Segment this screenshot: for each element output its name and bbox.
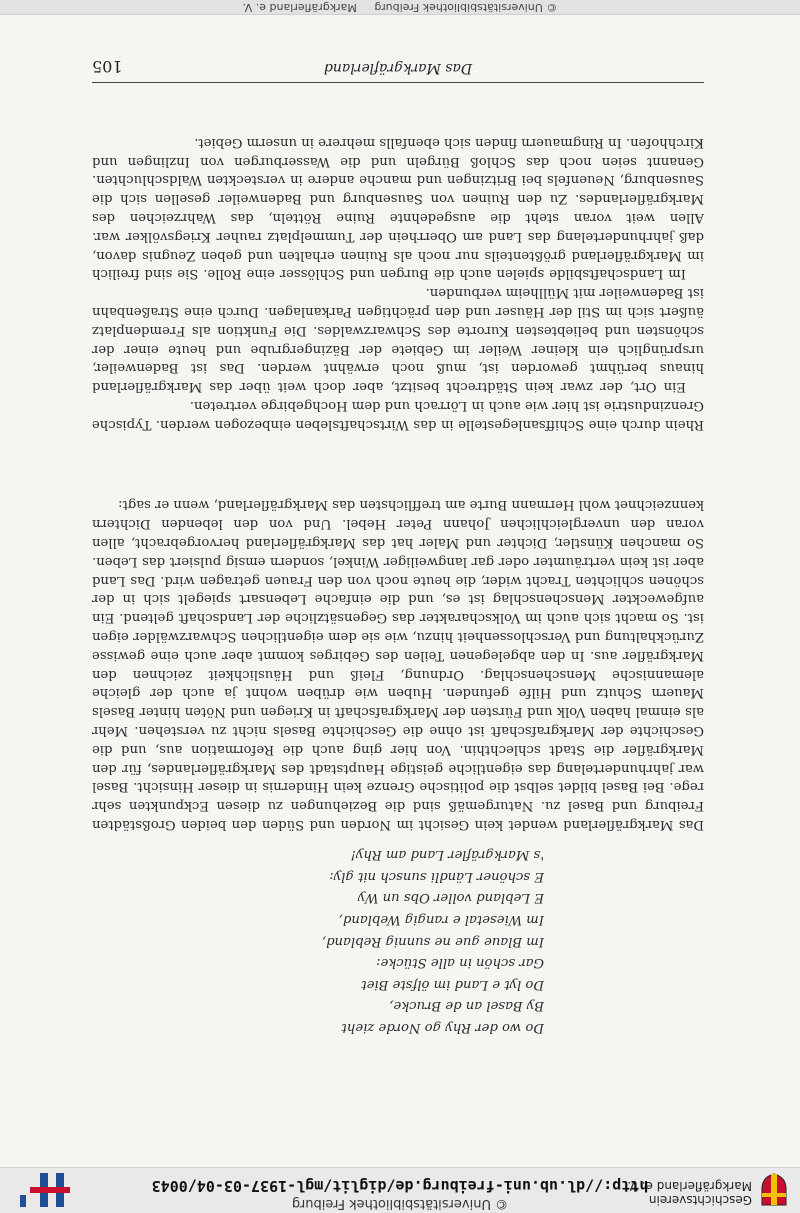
footer-copyright <box>0 1 800 14</box>
poem-line: Gar schön in alle Stücke: <box>376 955 544 971</box>
poem-line: By Basel an de Brucke, <box>389 998 544 1014</box>
poem-line: Do lyt e Land im ölfste Biet <box>361 976 544 992</box>
footer-society-text: Markgräflerland e. V. <box>242 1 357 14</box>
source-url-link[interactable]: http://dl.ub.uni-freiburg.de/diglit/mgl-1937-03-04/0043 <box>151 1177 649 1195</box>
viewer-footer-bar <box>0 0 800 15</box>
society-line-2: Markgräflerland e. V. <box>627 1179 752 1193</box>
copyright-notice: © Universitätsbibliothek Freiburg <box>291 1196 509 1211</box>
poem-line: Im Wiesetal e rangig Webland, <box>338 912 544 928</box>
paragraph-4: Das Markgräflerland wendet kein Gesicht im Norden und Süden den beiden Großstädten Freiburg und Basel zu. Naturgemäß sind die Beziehungen zu diesen Eckpunkten sehr rege. Bei Basel bildet selbst die politische Grenze kein Hindernis in dieser Hinsicht. Basel war jahrhundertelang das eigentliche geistige Hauptstadt des Markgräflerlandes, für den Markgräfler die Stadt schlechthin. Von hier ging auch die Reformation aus, und die Geschichte der Markgrafschaft ist ohne die Geschichte Basels nicht zu verstehen. Mehr als einmal haben Volk und Fürsten der Markgrafschaft in Kriegen und Nöten hinter Basels Mauern Schutz und Hilfe gefunden. Huben wie drüben wohnt ja auch der gleiche alemannische Menschenschlag. Ordnung, Fleiß und Häuslichkeit zeichnen den Markgräfler aus. In den abgelegenen Teilen des Gebirges kommt aber auch eine gewisse Zurückhaltung und Verschlossenheit hinzu, wie sie dem eigentlichen Schwarzwälder eigen ist. So macht sich auch im Volkscharakter das Gegensätzliche der Landschaft geltend. Ein aufgeweckter Menschenschlag ist es, und die einfache Lebensart spiegelt sich in der schönen schlichten Tracht wider, die heute noch von den Frauen getragen wird. Das Land aber ist kein verträumter oder gar langweiliger Winkel, sondern emsig pulsiert das Leben. So manchen Künstler, Dichter und Maler hat das Markgräflerland hervorgebracht, allen voran den unvergleichlichen Johann Peter Hebel. Und von den lebenden Dichtern kennzeichnet wohl Hermann Burte am trefflichsten das Markgräflerland, wenn er sagt: <box>92 497 704 832</box>
paragraph-1: Rhein durch eine Schiffsanlegestelle in das Wirtschaftsleben einbezogen werden. Typische Grenzindustrie ist hier wie auch in Lörrach und dem Hochgebirge vertreten. <box>92 397 704 432</box>
footer-copyright-text: © Universitätsbibliothek Freiburg <box>374 1 558 14</box>
poem-line: Im Blaue gue ne sunnig Rebland, <box>321 933 544 949</box>
poem-line: E Lebland voller Obs un Wy <box>357 890 544 906</box>
running-header <box>92 52 704 83</box>
viewer-header-bar <box>0 1167 800 1213</box>
poem-line: Do wo der Rhy go Norde zieht <box>341 1020 544 1035</box>
paragraph-3: Im Landschaftsbilde spielen auch die Burgen und Schlösser eine Rolle. Sie sind freilich im Markgräflerland größtenteils nur noch als Ruinen erhalten und geben Zeugnis davon, daß jahrhundertelang das Land am Oberrhein der Tummelplatz rauher Kriegsvölker war. Allen weit voran steht die ausgedehnte Ruine Rötteln, das Wahrzeichen des Markgräflerlandes. Zu den Ruinen von Sausenburg und Badenweiler gesellen sich die Sausenburg, Neuenfels bei Britzingen und manche andere in versteckten Waldschluchten. Genannt seien noch das Schloß Bürgeln und die Wasserburgen von Inzlingen und Kirchhofen. In Ringmauern finden sich ebenfalls mehrere in unserm Gebiet. <box>92 134 704 282</box>
society-line-1: Geschichtsverein <box>648 1193 752 1207</box>
poem-line: 's Markgräfler Land am Rhy! <box>350 847 544 863</box>
university-logo-icon <box>10 1171 70 1211</box>
page-number: 105 <box>92 57 123 76</box>
poem-block <box>244 844 544 1038</box>
running-title: Das Markgräflerland <box>323 60 473 76</box>
paragraph-2: Ein Ort, der zwar kein Städtrecht besitzt, aber doch weit über das Markgräflerland hinaus berühmt geworden ist, muß noch erwähnt werden. Das ist Badenweiler, ursprünglich ein kleiner Weiler im Gebiete der Bäzingergrube und heute einer der schönsten und beliebtesten Kurorte des Schwarzwaldes. Die Funktion als Fremdenplatz äußert sich im Stil der Häuser und den prächtigen Parkanlagen. Durch eine Straßenbahn ist Badenweiler mit Müllheim verbunden. <box>92 285 704 395</box>
poem-line: E schöner Ländli sunsch nit gly: <box>329 868 544 884</box>
page-body-top <box>92 132 704 433</box>
page-body <box>92 495 704 833</box>
